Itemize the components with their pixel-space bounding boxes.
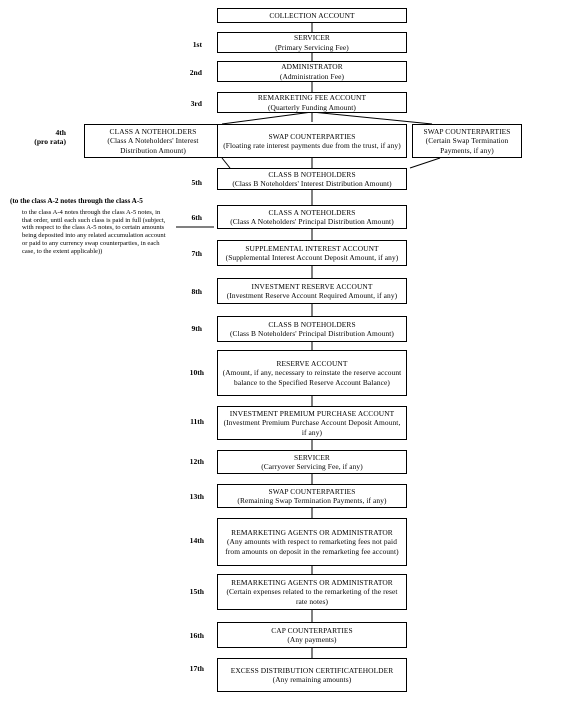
step-14-title: REMARKETING AGENTS OR ADMINISTRATOR: [231, 528, 393, 538]
step-13-box: [217, 484, 407, 508]
step-8-subtitle: (Investment Reserve Account Required Amount, if any): [226, 291, 398, 300]
step-3-subtitle: (Quarterly Funding Amount): [268, 102, 356, 112]
step-5-ordinal: 5th: [191, 178, 202, 187]
step-9-box: [217, 316, 407, 342]
side-note-body: to the class A-4 notes through the class A-5 notes, in that order, until each such class is paid in full (subject, with respect to the class A-5 notes, to certain amounts being deposited into any related accumulation account or paid to any currency swap counterparties, in each case, to the extent applicable)): [22, 208, 166, 256]
step-2-ordinal: 2nd: [189, 68, 202, 77]
step-4-right-title: SWAP COUNTERPARTIES: [423, 127, 511, 137]
step-4-right-box: [412, 124, 522, 158]
step-2-subtitle: (Administration Fee): [279, 71, 345, 81]
step-14-subtitle: (Any amounts with respect to remarketing fees not paid from amounts on deposit in the remarketing fee account): [225, 537, 399, 556]
step-4-center-title: SWAP COUNTERPARTIES: [268, 131, 356, 141]
step-4-center-box: [217, 124, 407, 158]
step-1-ordinal: 1st: [192, 40, 202, 49]
step-15-ordinal: 15th: [189, 587, 204, 596]
step-13-title: SWAP COUNTERPARTIES: [268, 486, 356, 496]
step-10-title: RESERVE ACCOUNT: [276, 359, 348, 369]
step-12-box: [217, 450, 407, 474]
step-14-box: [217, 518, 407, 566]
step-7-ordinal: 7th: [191, 249, 202, 258]
step-9-title: CLASS B NOTEHOLDERS: [268, 319, 356, 329]
step-2-box: [217, 61, 407, 82]
step-17-box: [217, 658, 407, 692]
step-11-subtitle: (Investment Premium Purchase Account Deposit Amount, if any): [223, 418, 401, 437]
step-11-ordinal: 11th: [190, 417, 204, 426]
step-9-ordinal: 9th: [191, 324, 202, 333]
step-4-ordinal-note: (pro rata): [34, 137, 66, 146]
step-3-ordinal: 3rd: [190, 99, 202, 108]
step-8-ordinal: 8th: [191, 287, 202, 296]
step-12-ordinal: 12th: [189, 457, 204, 466]
step-7-box: [217, 240, 407, 266]
step-15-title: REMARKETING AGENTS OR ADMINISTRATOR: [231, 578, 393, 588]
step-16-subtitle: (Any payments): [287, 635, 337, 644]
step-5-box: [217, 168, 407, 190]
step-17-title: EXCESS DISTRIBUTION CERTIFICATEHOLDER: [230, 665, 394, 675]
collection-account-box: [217, 8, 407, 23]
step-14-ordinal: 14th: [189, 536, 204, 545]
step-4-ordinal-number: 4th: [55, 128, 66, 137]
step-3-box: [217, 92, 407, 113]
side-note-title: (to the class A-2 notes through the class A-5: [10, 197, 143, 205]
step-10-box: [217, 350, 407, 396]
step-16-box: [217, 622, 407, 648]
step-1-box: [217, 32, 407, 53]
step-1-subtitle: (Primary Servicing Fee): [275, 42, 349, 52]
step-9-subtitle: (Class B Noteholders' Principal Distribution Amount): [230, 329, 394, 338]
step-4-ordinal: [26, 128, 66, 146]
step-16-title: CAP COUNTERPARTIES: [271, 625, 353, 635]
step-8-title: INVESTMENT RESERVE ACCOUNT: [251, 281, 373, 291]
step-16-ordinal: 16th: [189, 631, 204, 640]
step-6-subtitle: (Class A Noteholders' Principal Distribution Amount): [230, 217, 394, 226]
side-note: [10, 197, 188, 256]
step-15-subtitle: (Certain expenses related to the remarketing of the reset rate notes): [226, 587, 398, 606]
step-13-ordinal: 13th: [189, 492, 204, 501]
step-2-title: ADMINISTRATOR: [281, 62, 343, 72]
step-12-subtitle: (Carryover Servicing Fee, if any): [261, 462, 363, 471]
step-5-subtitle: (Class B Noteholders' Interest Distribution Amount): [232, 179, 392, 188]
step-10-ordinal: 10th: [189, 368, 204, 377]
step-17-ordinal: 17th: [189, 664, 204, 673]
step-15-box: [217, 574, 407, 610]
step-4-left-title: CLASS A NOTEHOLDERS: [109, 127, 197, 137]
step-6-title: CLASS A NOTEHOLDERS: [268, 207, 356, 217]
step-10-subtitle: (Amount, if any, necessary to reinstate the reserve account balance to the Specified Reserve Account Balance): [222, 368, 402, 387]
step-17-subtitle: (Any remaining amounts): [272, 675, 352, 684]
step-7-subtitle: (Supplemental Interest Account Deposit Amount, if any): [225, 253, 399, 262]
collection-account-label: COLLECTION ACCOUNT: [269, 10, 355, 20]
step-11-box: [217, 406, 407, 440]
step-4-left-subtitle: (Class A Noteholders' Interest Distribution Amount): [107, 136, 199, 155]
step-4-left-box: [84, 124, 222, 158]
step-1-title: SERVICER: [294, 33, 330, 43]
step-6-box: [217, 205, 407, 229]
step-7-title: SUPPLEMENTAL INTEREST ACCOUNT: [245, 243, 379, 253]
step-4-right-subtitle: (Certain Swap Termination Payments, if any): [425, 136, 509, 155]
step-12-title: SERVICER: [294, 452, 330, 462]
step-11-title: INVESTMENT PREMIUM PURCHASE ACCOUNT: [229, 409, 395, 419]
step-3-title: REMARKETING FEE ACCOUNT: [257, 93, 367, 103]
step-4-center-subtitle: (Floating rate interest payments due from the trust, if any): [223, 141, 401, 150]
step-5-title: CLASS B NOTEHOLDERS: [268, 169, 356, 179]
step-6-ordinal: 6th: [191, 213, 202, 222]
step-13-subtitle: (Remaining Swap Termination Payments, if any): [237, 496, 387, 505]
step-8-box: [217, 278, 407, 304]
